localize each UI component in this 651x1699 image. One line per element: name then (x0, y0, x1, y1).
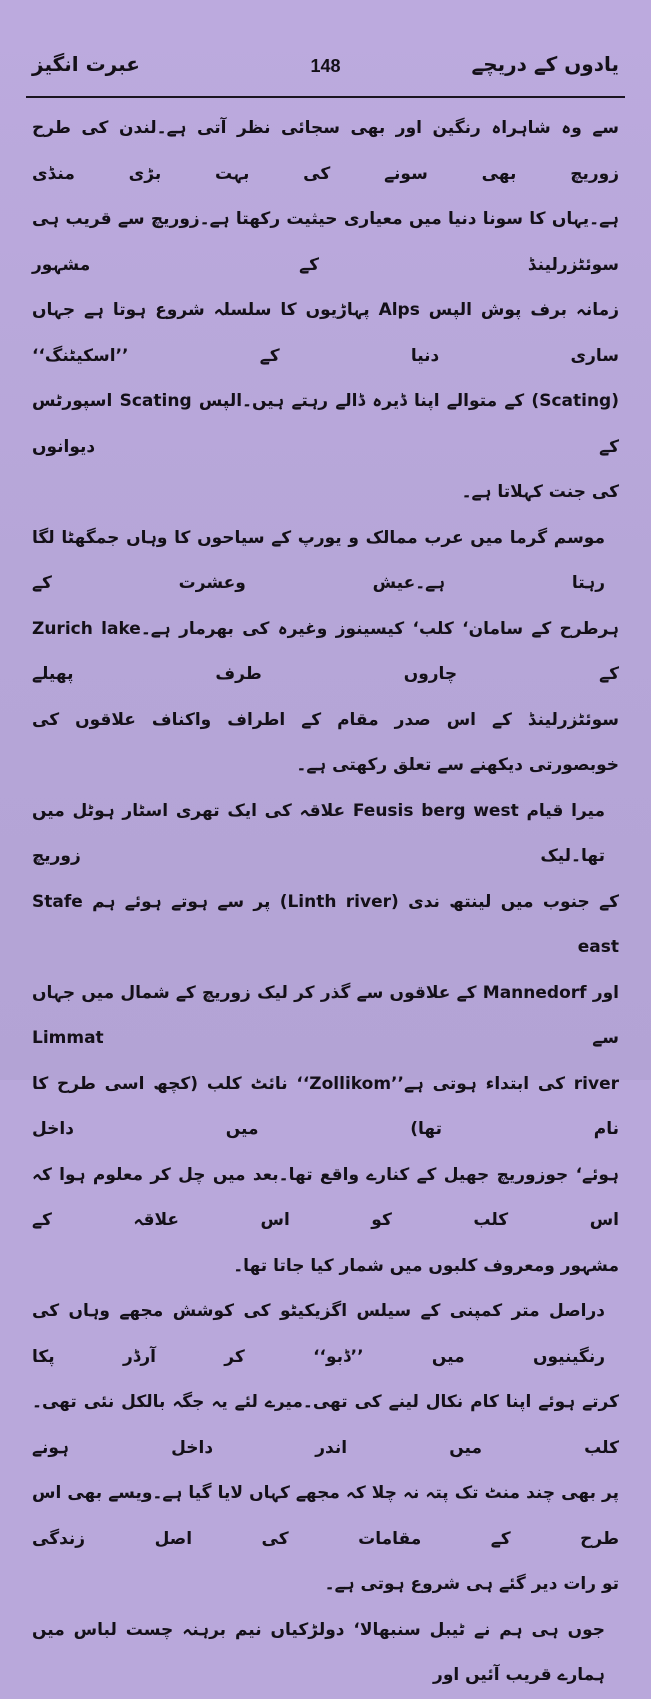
text-line: اور Mannedorf کے علاقوں سے گذر کر لیک زوریچ کے شمال میں جہاں سے Limmat (32, 982, 620, 1048)
header-divider (26, 96, 625, 98)
text-line: کرتے ہوئے اپنا کام نکال لینے کی تھی۔میرے لئے یہ جگہ بالکل نئی تھی۔کلب میں اندر داخل ہونے (32, 1392, 619, 1458)
book-title: یادوں کے دریچے (471, 52, 619, 76)
text-line: تو رات دیر گئے ہی شروع ہوتی ہے۔ (324, 1574, 619, 1594)
text-line: کے جنوب میں لینتھ ندی (Linth river) پر سے ہوتے ہوئے ہم Stafe east (32, 891, 619, 957)
text-line: river کی ابتداء ہوتی ہے’’Zollikom‘‘ نائٹ کلب (کچھ اسی طرح کا نام تھا) میں داخل (32, 1073, 619, 1139)
text-line: سوئٹزرلینڈ کے اس صدر مقام کے اطراف واکناف علاقوں کی خوبصورتی دیکھنے سے تعلق رکھتی ہے۔ (32, 709, 619, 775)
text-line: مشہور ومعروف کلبوں میں شمار کیا جاتا تھا۔ (233, 1255, 619, 1276)
body-text (26, 106, 625, 1699)
text-line: میرا قیام Feusis berg west علاقہ کی ایک تھری اسٹار ہوٹل میں تھا۔لیک زوریچ (32, 800, 605, 866)
page-number: 148 (310, 56, 341, 76)
text-line: ہرطرح کے سامان‘ کلب‘ کیسینوز وغیرہ کی بھرمار ہے۔Zurich lake کے چاروں طرف پھیلے (32, 618, 619, 684)
text-line: کی جنت کہلاتا ہے۔ (461, 482, 619, 502)
text-line: ہوئے‘ جوزوریچ جھیل کے کنارے واقع تھا۔بعد میں چل کر معلوم ہوا کہ اس کلب کو اس علاقہ کے (32, 1164, 619, 1230)
text-line: دراصل متر کمپنی کے سیلس اگزیکیٹو کی کوشش مجھے وہاں کی رنگینیوں میں ’’ڈبو‘‘ کر آرڈر پکا (32, 1301, 605, 1367)
chapter-title: عبرت انگیز (32, 52, 140, 76)
text-line: زمانہ برف پوش الپس Alps پہاڑیوں کا سلسلہ شروع ہوتا ہے جہاں ساری دنیا کے ’’اسکیٹنگ‘‘ (32, 300, 619, 366)
text-line: جوں ہی ہم نے ٹیبل سنبھالا‘ دولڑکیاں نیم برہنہ چست لباس میں ہمارے قریب آئیں اور (32, 1619, 605, 1685)
text-line: (Scating) کے متوالے اپنا ڈیرہ ڈالے رہتے ہیں۔الپس Scating اسپورٹس کے دیوانوں (32, 391, 620, 457)
page-header (26, 48, 625, 90)
text-line: سے وہ شاہراہ رنگین اور بھی سجائی نظر آتی ہے۔لندن کی طرح زوریچ بھی سونے کی بہت بڑی منڈی (32, 118, 619, 184)
text-line: موسم گرما میں عرب ممالک و یورپ کے سیاحوں کا وہاں جمگھٹا لگا رہتا ہے۔عیش وعشرت کے (32, 527, 605, 593)
text-line: ہے۔یہاں کا سونا دنیا میں معیاری حیثیت رکھتا ہے۔زوریچ سے قریب ہی سوئٹزرلینڈ کے مشہور (32, 209, 619, 275)
text-line: پر بھی چند منٹ تک پتہ نہ چلا کہ مجھے کہاں لایا گیا ہے۔ویسے بھی اس طرح کے مقامات کی اصل زندگی (32, 1483, 619, 1549)
